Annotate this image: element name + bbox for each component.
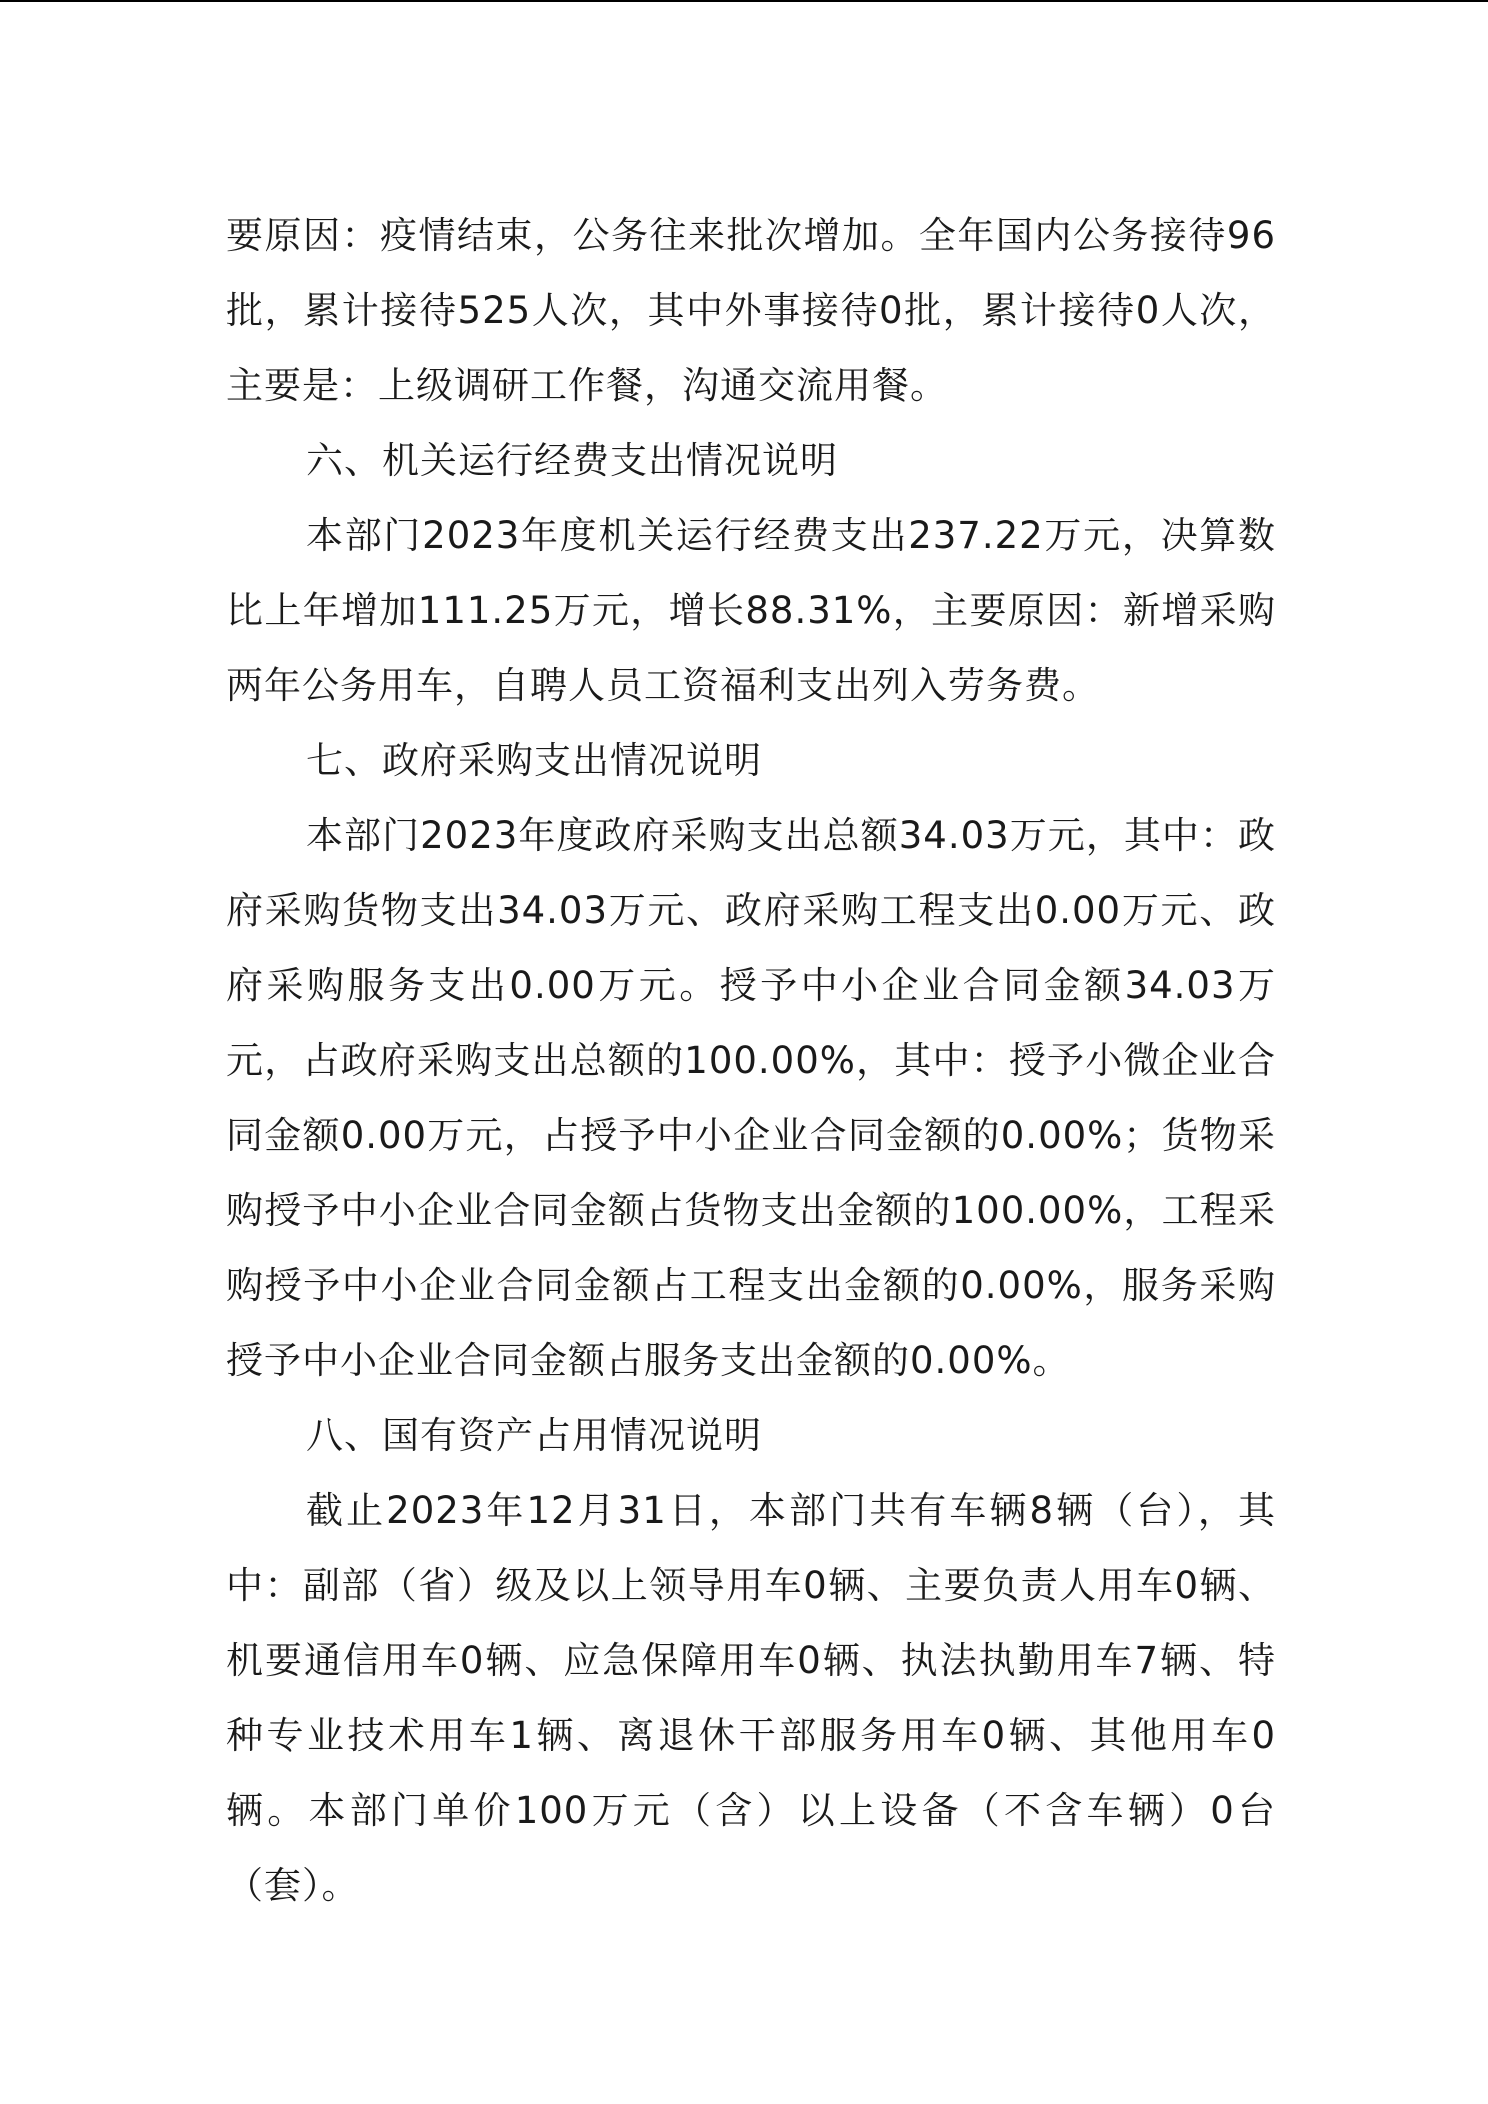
section-heading-operating-expenses: 六、机关运行经费支出情况说明 (306, 439, 838, 482)
section-heading-procurement: 七、政府采购支出情况说明 (306, 739, 762, 782)
section-heading-state-assets: 八、国有资产占用情况说明 (306, 1414, 762, 1457)
paragraph-operating-expenses: 本部门2023年度机关运行经费支出237.22万元，决算数比上年增加111.25万元，增长88.31%，主要原因：新增采购两年公务用车，自聘人员工资福利支出列入劳务费。 (226, 514, 1276, 707)
document-body (226, 198, 1276, 1923)
paragraph-procurement: 本部门2023年度政府采购支出总额34.03万元，其中：政府采购货物支出34.03万元、政府采购工程支出0.00万元、政府采购服务支出0.00万元。授予中小企业合同金额34.03万元，占政府采购支出总额的100.00%，其中：授予小微企业合同金额0.00万元，占授予中小企业合同金额的0.00%；货物采购授予中小企业合同金额占货物支出金额的100.00%，工程采购授予中小企业合同金额占工程支出金额的0.00%，服务采购授予中小企业合同金额占服务支出金额的0.00%。 (226, 814, 1276, 1382)
paragraph-state-assets: 截止2023年12月31日，本部门共有车辆8辆（台），其中：副部（省）级及以上领导用车0辆、主要负责人用车0辆、机要通信用车0辆、应急保障用车0辆、执法执勤用车7辆、特种专业技术用车1辆、离退休干部服务用车0辆、其他用车0辆。本部门单价100万元（含）以上设备（不含车辆）0台（套）。 (226, 1489, 1276, 1907)
paragraph-reception-summary: 要原因：疫情结束，公务往来批次增加。全年国内公务接待96批，累计接待525人次，其中外事接待0批，累计接待0人次，主要是：上级调研工作餐，沟通交流用餐。 (226, 214, 1276, 407)
